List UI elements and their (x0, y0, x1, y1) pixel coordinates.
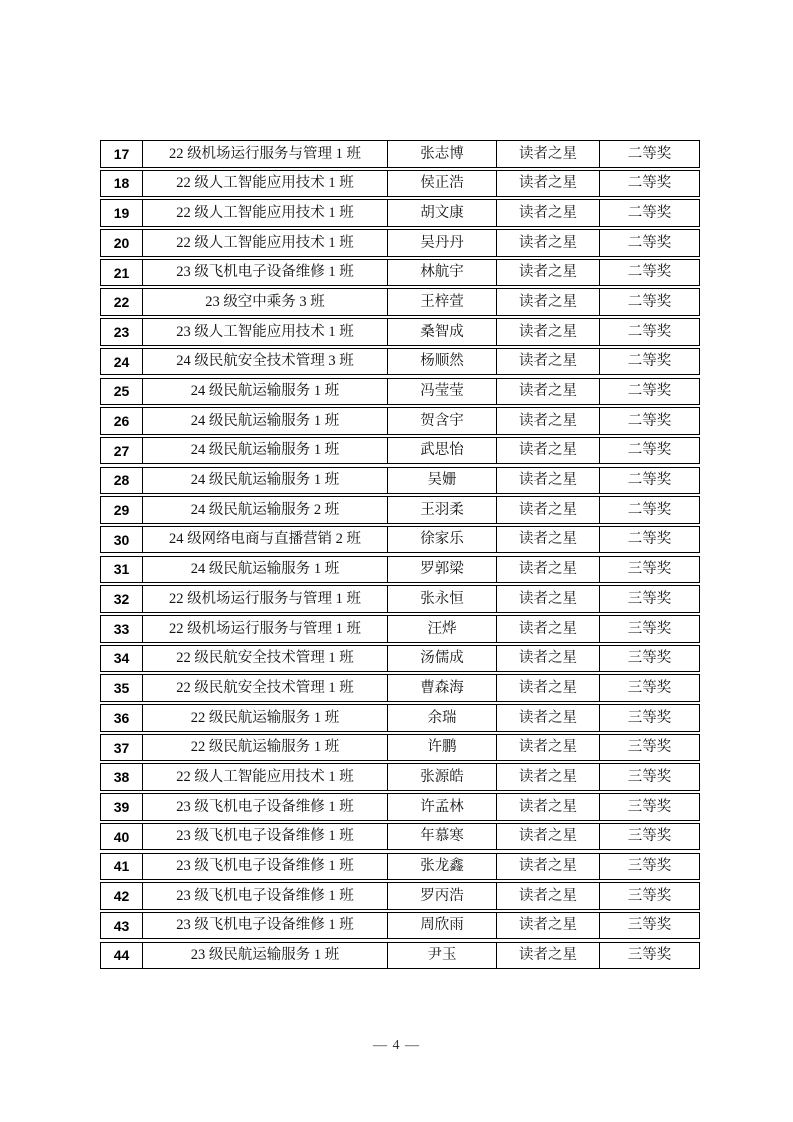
table-row (100, 734, 700, 762)
table-row (100, 793, 700, 821)
cell-student-name: 汪烨 (388, 616, 497, 642)
cell-award-title: 读者之星 (497, 675, 600, 701)
cell-award-title: 读者之星 (497, 349, 600, 375)
cell-student-name: 王羽柔 (388, 497, 497, 523)
cell-prize-level: 二等奖 (627, 293, 672, 310)
table-row (100, 467, 700, 495)
cell-class-name: 22 级机场运行服务与管理 1 班 (143, 586, 388, 612)
cell-student-name: 许鹏 (388, 735, 497, 761)
cell-award-title: 读者之星 (497, 527, 600, 553)
table-row (100, 199, 700, 227)
cell-student-name: 张龙鑫 (388, 854, 497, 880)
cell-class-name: 23 级飞机电子设备维修 1 班 (143, 824, 388, 850)
cell-prize-level: 二等奖 (627, 353, 672, 370)
cell-row-number: 34 (101, 646, 143, 672)
cell-award-title: 读者之星 (497, 289, 600, 315)
cell-row-number: 40 (101, 824, 143, 850)
table-row (100, 615, 700, 643)
cell-student-name: 张源皓 (388, 764, 497, 790)
cell-award-title: 读者之星 (497, 586, 600, 612)
cell-award-title: 读者之星 (497, 379, 600, 405)
table-row (100, 407, 700, 435)
table-row (100, 823, 700, 851)
cell-row-number: 31 (101, 557, 143, 583)
cell-award-title: 读者之星 (497, 943, 600, 969)
cell-award-title: 读者之星 (497, 646, 600, 672)
cell-student-name: 张志博 (388, 141, 497, 167)
cell-student-name: 徐家乐 (388, 527, 497, 553)
cell-row-number: 26 (101, 408, 143, 434)
table-row (100, 288, 700, 316)
cell-row-number: 27 (101, 438, 143, 464)
cell-prize-level: 三等奖 (627, 858, 672, 874)
cell-student-name: 许孟林 (388, 794, 497, 820)
cell-class-name: 23 级空中乘务 3 班 (143, 289, 388, 315)
table-row (100, 140, 700, 168)
cell-row-number: 20 (101, 230, 143, 256)
cell-class-name: 23 级飞机电子设备维修 1 班 (143, 794, 388, 820)
cell-class-name: 24 级民航运输服务 2 班 (143, 497, 388, 523)
cell-row-number: 37 (101, 735, 143, 761)
table-row (100, 259, 700, 287)
cell-student-name: 罗丙浩 (388, 883, 497, 909)
cell-student-name: 桑智成 (388, 319, 497, 345)
cell-row-number: 32 (101, 586, 143, 612)
cell-prize-level: 二等奖 (627, 234, 672, 251)
cell-award-title: 读者之星 (497, 408, 600, 434)
cell-award-title: 读者之星 (497, 883, 600, 909)
cell-class-name: 22 级人工智能应用技术 1 班 (143, 230, 388, 256)
table-row (100, 496, 700, 524)
cell-class-name: 24 级民航运输服务 1 班 (143, 468, 388, 494)
cell-class-name: 24 级民航运输服务 1 班 (143, 438, 388, 464)
cell-student-name: 胡文康 (388, 200, 497, 226)
page-number: — 4 — (373, 1038, 420, 1053)
cell-prize-level: 三等奖 (627, 679, 672, 696)
cell-row-number: 41 (101, 854, 143, 880)
cell-class-name: 24 级网络电商与直播营销 2 班 (143, 527, 388, 553)
cell-student-name: 余瑞 (388, 705, 497, 731)
table-row (100, 942, 700, 970)
cell-prize-level: 二等奖 (627, 145, 672, 162)
cell-class-name: 22 级民航运输服务 1 班 (143, 735, 388, 761)
cell-prize-level: 二等奖 (627, 264, 672, 281)
table-row (100, 645, 700, 673)
cell-row-number: 21 (101, 260, 143, 286)
cell-award-title: 读者之星 (497, 200, 600, 226)
cell-student-name: 林航宇 (388, 260, 497, 286)
table-row (100, 853, 700, 881)
cell-class-name: 22 级民航运输服务 1 班 (143, 705, 388, 731)
cell-award-title: 读者之星 (497, 319, 600, 345)
cell-award-title: 读者之星 (497, 230, 600, 256)
cell-prize-level: 二等奖 (627, 323, 672, 340)
cell-prize-level: 三等奖 (627, 917, 672, 934)
cell-row-number: 23 (101, 319, 143, 345)
cell-prize-level: 二等奖 (627, 175, 672, 192)
cell-row-number: 18 (101, 171, 143, 197)
cell-prize-level: 三等奖 (627, 590, 672, 607)
cell-prize-level: 二等奖 (627, 412, 672, 429)
table-row (100, 882, 700, 910)
cell-award-title: 读者之星 (497, 735, 600, 761)
cell-prize-level: 三等奖 (627, 828, 672, 845)
cell-class-name: 22 级人工智能应用技术 1 班 (143, 171, 388, 197)
table-row (100, 229, 700, 257)
cell-student-name: 汤儒成 (388, 646, 497, 672)
cell-class-name: 24 级民航运输服务 1 班 (143, 557, 388, 583)
cell-student-name: 年慕寒 (388, 824, 497, 850)
cell-award-title: 读者之星 (497, 854, 600, 880)
cell-row-number: 25 (101, 379, 143, 405)
cell-award-title: 读者之星 (497, 616, 600, 642)
cell-student-name: 尹玉 (388, 943, 497, 969)
cell-class-name: 23 级飞机电子设备维修 1 班 (143, 913, 388, 939)
cell-award-title: 读者之星 (497, 468, 600, 494)
cell-row-number: 43 (101, 913, 143, 939)
cell-class-name: 22 级民航安全技术管理 1 班 (143, 675, 388, 701)
cell-award-title: 读者之星 (497, 438, 600, 464)
table-row (100, 378, 700, 406)
cell-prize-level: 三等奖 (627, 561, 672, 578)
cell-class-name: 22 级人工智能应用技术 1 班 (143, 764, 388, 790)
cell-prize-level: 二等奖 (627, 204, 672, 221)
cell-prize-level: 二等奖 (627, 472, 672, 489)
cell-student-name: 侯正浩 (388, 171, 497, 197)
cell-class-name: 22 级人工智能应用技术 1 班 (143, 200, 388, 226)
cell-row-number: 17 (101, 141, 143, 167)
cell-prize-level: 三等奖 (627, 768, 672, 785)
cell-award-title: 读者之星 (497, 260, 600, 286)
cell-class-name: 23 级飞机电子设备维修 1 班 (143, 260, 388, 286)
cell-class-name: 24 级民航运输服务 1 班 (143, 408, 388, 434)
cell-prize-level: 三等奖 (627, 947, 672, 964)
cell-prize-level: 三等奖 (627, 887, 672, 904)
cell-class-name: 22 级机场运行服务与管理 1 班 (143, 616, 388, 642)
cell-class-name: 23 级飞机电子设备维修 1 班 (143, 883, 388, 909)
cell-row-number: 42 (101, 883, 143, 909)
cell-prize-level: 三等奖 (627, 709, 672, 726)
table-row (100, 704, 700, 732)
cell-award-title: 读者之星 (497, 497, 600, 523)
cell-prize-level: 二等奖 (627, 442, 672, 459)
cell-student-name: 杨顺然 (388, 349, 497, 375)
table-row (100, 674, 700, 702)
table-row (100, 585, 700, 613)
cell-award-title: 读者之星 (497, 764, 600, 790)
table-row (100, 912, 700, 940)
cell-class-name: 23 级飞机电子设备维修 1 班 (143, 854, 388, 880)
cell-row-number: 35 (101, 675, 143, 701)
cell-class-name: 24 级民航安全技术管理 3 班 (143, 349, 388, 375)
cell-award-title: 读者之星 (497, 557, 600, 583)
cell-student-name: 吴丹丹 (388, 230, 497, 256)
cell-class-name: 23 级人工智能应用技术 1 班 (143, 319, 388, 345)
cell-student-name: 周欣雨 (388, 913, 497, 939)
cell-prize-level: 三等奖 (627, 739, 672, 756)
table-row (100, 556, 700, 584)
cell-student-name: 吴姗 (388, 468, 497, 494)
cell-prize-level: 二等奖 (627, 501, 672, 518)
cell-row-number: 44 (101, 943, 143, 969)
table-row (100, 437, 700, 465)
cell-row-number: 24 (101, 349, 143, 375)
cell-prize-level: 三等奖 (627, 798, 672, 815)
cell-award-title: 读者之星 (497, 171, 600, 197)
cell-row-number: 36 (101, 705, 143, 731)
table-row (100, 763, 700, 791)
cell-row-number: 29 (101, 497, 143, 523)
cell-class-name: 23 级民航运输服务 1 班 (143, 943, 388, 969)
cell-row-number: 19 (101, 200, 143, 226)
cell-student-name: 曹森海 (388, 675, 497, 701)
cell-row-number: 28 (101, 468, 143, 494)
cell-student-name: 贺含宇 (388, 408, 497, 434)
award-table (100, 140, 700, 971)
cell-class-name: 22 级民航安全技术管理 1 班 (143, 646, 388, 672)
cell-award-title: 读者之星 (497, 913, 600, 939)
cell-award-title: 读者之星 (497, 141, 600, 167)
cell-student-name: 武思怡 (388, 438, 497, 464)
cell-prize-level: 三等奖 (627, 650, 672, 667)
cell-row-number: 38 (101, 764, 143, 790)
cell-student-name: 王梓萱 (388, 289, 497, 315)
cell-student-name: 张永恒 (388, 586, 497, 612)
table-row (100, 526, 700, 554)
table-row (100, 170, 700, 198)
cell-award-title: 读者之星 (497, 824, 600, 850)
cell-student-name: 冯莹莹 (388, 379, 497, 405)
cell-award-title: 读者之星 (497, 794, 600, 820)
cell-class-name: 22 级机场运行服务与管理 1 班 (143, 141, 388, 167)
cell-student-name: 罗郭梁 (388, 557, 497, 583)
cell-row-number: 22 (101, 289, 143, 315)
table-row (100, 318, 700, 346)
cell-row-number: 39 (101, 794, 143, 820)
table-row (100, 348, 700, 376)
cell-row-number: 30 (101, 527, 143, 553)
cell-prize-level: 二等奖 (627, 383, 672, 399)
cell-award-title: 读者之星 (497, 705, 600, 731)
cell-row-number: 33 (101, 616, 143, 642)
cell-prize-level: 二等奖 (627, 531, 672, 548)
cell-prize-level: 三等奖 (627, 620, 672, 637)
cell-class-name: 24 级民航运输服务 1 班 (143, 379, 388, 405)
